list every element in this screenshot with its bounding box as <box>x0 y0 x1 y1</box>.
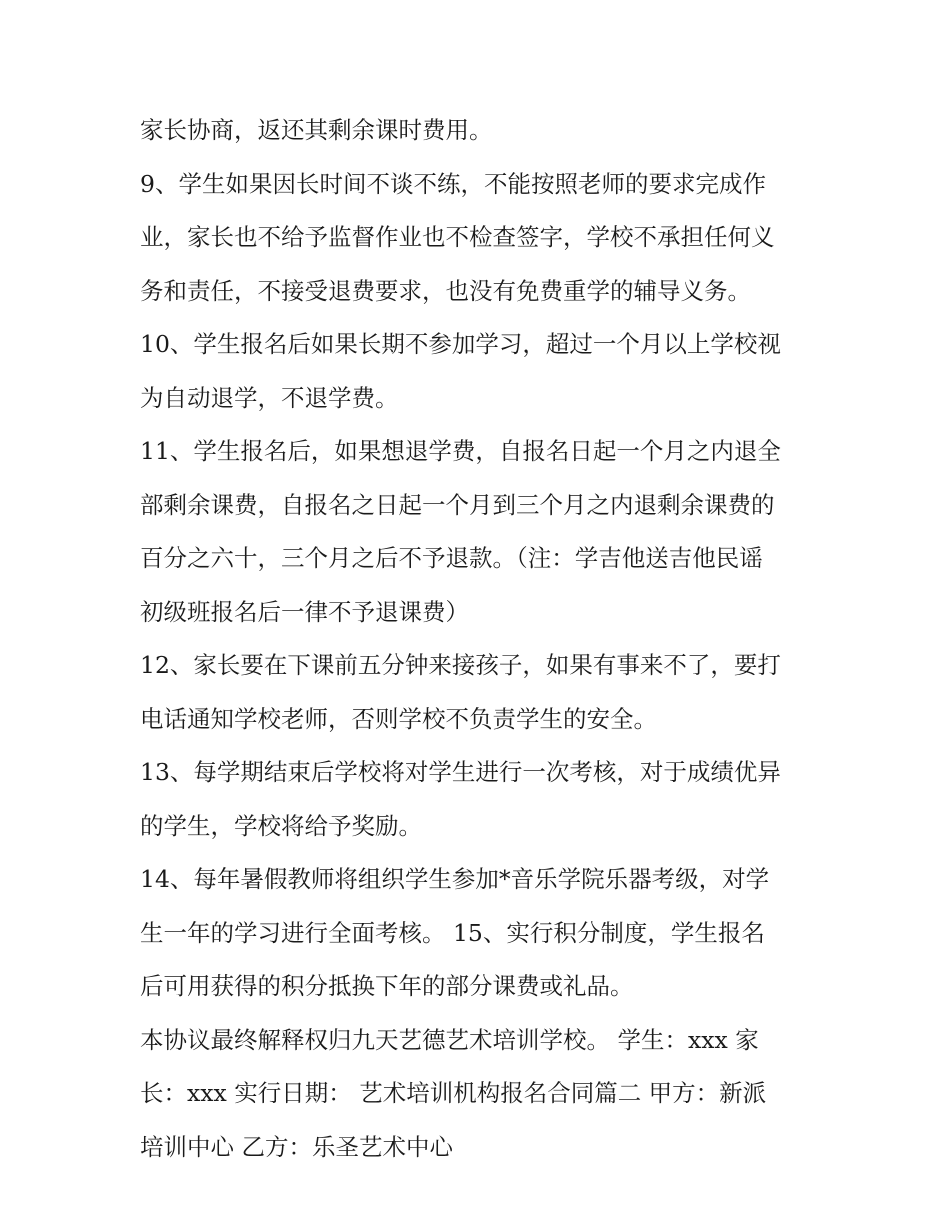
text-line: 培训中心 乙方：乐圣艺术中心 <box>140 1132 453 1161</box>
text-line: 务和责任，不接受退费要求，也没有免费重学的辅导义务。 <box>140 276 751 305</box>
text-line: 12、家长要在下课前五分钟来接孩子，如果有事来不了，要打 <box>140 651 781 679</box>
paragraph-clause-10 <box>140 318 820 425</box>
document-body <box>140 104 820 1174</box>
text-line: 10、学生报名后如果长期不参加学习，超过一个月以上学校视 <box>140 330 781 358</box>
text-line: 14、每年暑假教师将组织学生参加*音乐学院乐器考级，对学 <box>140 865 770 893</box>
text-line: 9、学生如果因长时间不谈不练，不能按照老师的要求完成作 <box>140 169 766 198</box>
paragraph-signature-and-next-contract <box>140 1014 820 1175</box>
text-line: 11、学生报名后，如果想退学费，自报名日起一个月之内退全 <box>140 437 781 465</box>
paragraph-clause-9 <box>140 158 820 319</box>
text-line: 电话通知学校老师，否则学校不负责学生的安全。 <box>140 704 657 733</box>
text-line: 部剩余课费，自报名之日起一个月到三个月之内退剩余课费的 <box>140 490 775 519</box>
paragraph-clause-14-15 <box>140 853 820 1014</box>
paragraph-clause-12 <box>140 639 820 746</box>
text-line: 的学生，学校将给予奖励。 <box>140 811 422 840</box>
paragraph-clause-13 <box>140 746 820 853</box>
text-line: 初级班报名后一律不予退课费） <box>140 597 469 626</box>
paragraph-clause-11 <box>140 425 820 639</box>
text-line: 本协议最终解释权归九天艺德艺术培训学校。 学生：xxx 家 <box>140 1025 759 1054</box>
text-line: 业，家长也不给予监督作业也不检查签字，学校不承担任何义 <box>140 223 775 251</box>
text-line: 后可用获得的积分抵换下年的部分课费或礼品。 <box>140 972 634 1000</box>
text-line: 长：xxx 实行日期： 艺术培训机构报名合同篇二 甲方：新派 <box>140 1079 767 1107</box>
text-line: 生一年的学习进行全面考核。 15、实行积分制度，学生报名 <box>140 918 765 947</box>
text-line: 家长协商，返还其剩余课时费用。 <box>140 116 493 144</box>
text-line: 为自动退学，不退学费。 <box>140 383 399 412</box>
text-line: 百分之六十，三个月之后不予退款。（注：学吉他送吉他民谣 <box>140 544 763 572</box>
text-line: 13、每学期结束后学校将对学生进行一次考核，对于成绩优异 <box>140 758 781 786</box>
paragraph-refund-continuation <box>140 104 820 158</box>
